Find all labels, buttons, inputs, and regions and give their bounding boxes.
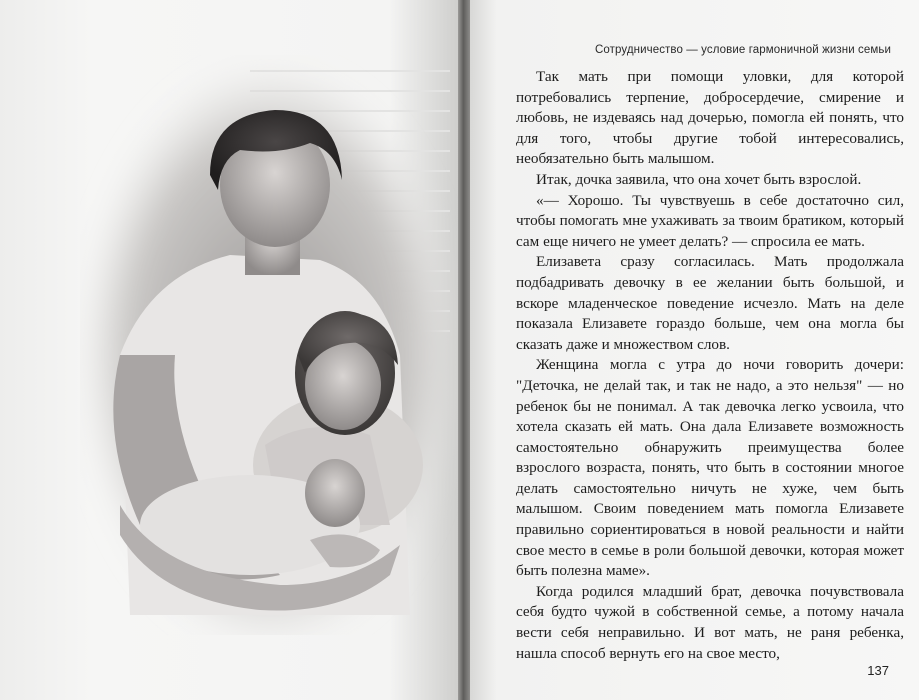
body-text [516,67,904,664]
paragraph: Когда родился младший брат, девочка почувствовала себя будто чужой в собственной семье, а потому начала вести себя неправильно. И вот мать, не раня ребенка, нашла способ вернуть его на свое место, [516,582,904,662]
paragraph: «— Хорошо. Ты чувствуешь в себе достаточно сил, чтобы помогать мне ухаживать за твоим братиком, который сам еще ничего не умеет делать? — спросила ее мать. [516,191,904,250]
mother-with-children-photo-icon [80,55,458,635]
page-number: 137 [867,663,889,678]
left-page [0,0,458,700]
running-head: Сотрудничество — условие гармоничной жизни семьи [594,44,891,56]
paragraph: Так мать при помощи уловки, для которой потребовались терпение, добросердечие, смирение и любовь, не издеваясь над дочерью, помогла ей понять, что для того, чтобы другие тобой интересовались, необязательно быть малышом. [516,68,904,168]
book-gutter [458,0,470,700]
right-page [470,0,919,700]
paragraph: Итак, дочка заявила, что она хочет быть взрослой. [536,170,862,188]
paragraph: Елизавета сразу согласилась. Мать продолжала подбадривать девочку в ее желании быть большой, и вскоре младенческое поведение исчезло. Мать на деле показала Елизавете гораздо больше, чем она могла бы сказать даже и множеством слов. [516,253,904,353]
paragraph: Женщина могла с утра до ночи говорить дочери: "Деточка, не делай так, и так не надо, а это нельзя" — но ребенок бы не понимал. А так девочка легко усвоила, что хотела сказать ей мать. Она дала Елизавете возможность самостоятельно обнаружить преимущества более взрослого возраста, понять, что быть в состоянии многое делать самостоятельно ничуть не хуже, чем быть малышом. Своим поведением мать помогла Елизавете правильно сориентироваться в новой реальности и найти свое место в семье в роли большой девочки, которая может быть полезна маме». [516,356,904,580]
